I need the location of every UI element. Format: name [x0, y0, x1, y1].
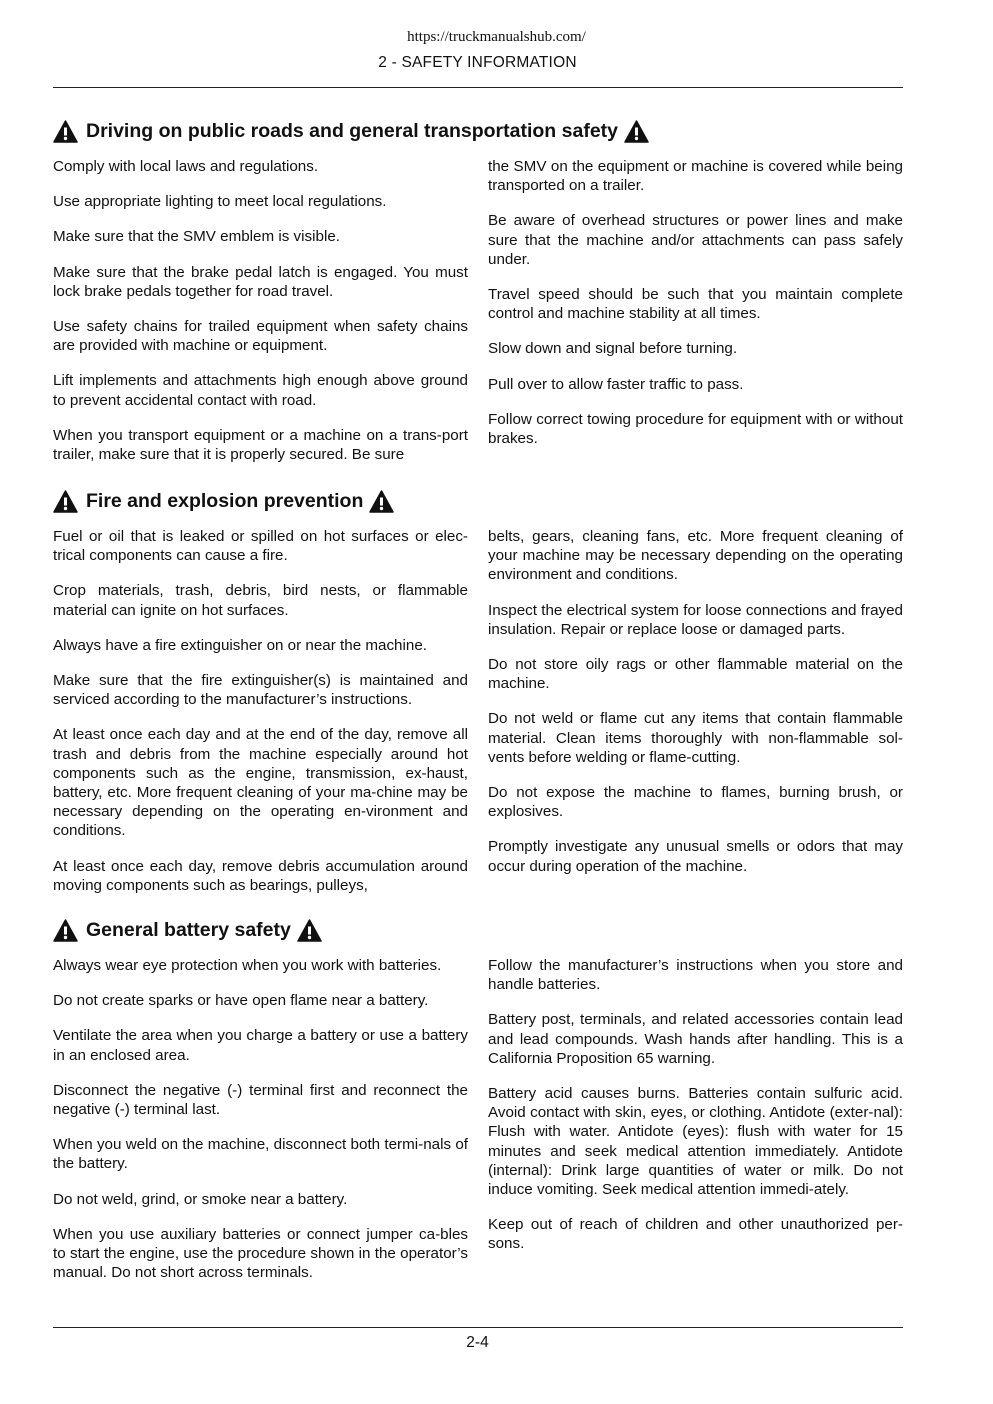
paragraph: When you weld on the machine, disconnect both termi-nals of the battery.	[53, 1136, 468, 1173]
header-rule	[53, 87, 903, 88]
paragraph: Do not weld or flame cut any items that contain flammable material. Clean items thoroughly with non-flammable sol-vents before welding or flame-cutting.	[488, 710, 903, 766]
warning-triangle-icon	[53, 120, 78, 143]
paragraph: Disconnect the negative (-) terminal first and reconnect the negative (-) terminal last.	[53, 1081, 468, 1119]
paragraph: Battery post, terminals, and related accessories contain lead and lead compounds. Wash hands after handling. This is a California Proposition 65 warning.	[488, 1011, 903, 1067]
paragraph: Make sure that the SMV emblem is visible.	[53, 228, 340, 246]
paragraph: Be aware of overhead structures or power lines and make sure that the machine and/or attachments can pass safely under.	[488, 212, 903, 268]
paragraph: Battery acid causes burns. Batteries contain sulfuric acid. Avoid contact with skin, eyes, or clothing. Antidote (exter-nal): Flush with water. Antidote (eyes): flush with water for 15 minutes and seek medical attention immediately. Antidote (internal): Drink large quantities of water or milk. Do not induce vomiting. Seek medical attention immedi-ately.	[488, 1085, 903, 1199]
paragraph: Promptly investigate any unusual smells or odors that may occur during operation of the machine.	[488, 838, 903, 875]
paragraph: Fuel or oil that is leaked or spilled on hot surfaces or elec-trical components can cause a fire.	[53, 528, 468, 565]
chapter-header: 2 - SAFETY INFORMATION	[378, 54, 577, 71]
paragraph: Lift implements and attachments high enough above ground to prevent accidental contact with road.	[53, 372, 468, 409]
left-column	[53, 527, 468, 911]
paragraph: When you transport equipment or a machine on a trans-port trailer, make sure that it is properly secured. Be sure	[53, 426, 468, 464]
paragraph: belts, gears, cleaning fans, etc. More frequent cleaning of your machine may be necessary depending on the operating environment and conditions.	[488, 528, 903, 584]
paragraph: At least once each day, remove debris accumulation around moving components such as bearings, pulleys,	[53, 857, 468, 894]
paragraph: Always wear eye protection when you work with batteries.	[53, 957, 442, 974]
paragraph: Ventilate the area when you charge a battery or use a battery in an enclosed area.	[53, 1027, 468, 1064]
section-fire-explosion-prevention	[53, 488, 903, 894]
section-heading	[53, 917, 903, 943]
source-url: https://truckmanualshub.com/	[407, 29, 586, 45]
paragraph: Always have a fire extinguisher on or near the machine.	[53, 636, 427, 654]
paragraph: Use appropriate lighting to meet local regulations.	[53, 193, 387, 211]
paragraph: Do not create sparks or have open flame near a battery.	[53, 992, 429, 1010]
warning-triangle-icon	[53, 490, 78, 513]
paragraph: Do not weld, grind, or smoke near a battery.	[53, 1190, 348, 1208]
right-column	[488, 157, 903, 464]
paragraph: Slow down and signal before turning.	[488, 340, 738, 358]
section-heading	[53, 488, 903, 514]
paragraph: Travel speed should be such that you maintain complete control and machine stability at all times.	[488, 286, 903, 323]
warning-triangle-icon	[53, 919, 78, 942]
footer-rule	[53, 1327, 903, 1328]
warning-triangle-icon	[369, 490, 394, 513]
left-column	[53, 956, 468, 1298]
section-battery-safety	[53, 917, 903, 1282]
left-column	[53, 157, 468, 480]
paragraph: Make sure that the fire extinguisher(s) is maintained and serviced according to the manufacturer’s instructions.	[53, 672, 468, 709]
paragraph: the SMV on the equipment or machine is covered while being transported on a trailer.	[488, 158, 903, 195]
paragraph: At least once each day and at the end of the day, remove all trash and debris from the machine especially around hot components such as the engine, transmission, ex-haust, battery, etc. More frequent cleaning of your ma-chine may be necessary depending on the operating en-vironment and conditions.	[53, 726, 468, 840]
section-title: Fire and explosion prevention	[86, 489, 364, 512]
warning-triangle-icon	[624, 120, 649, 143]
right-column	[488, 527, 903, 892]
paragraph: Make sure that the brake pedal latch is engaged. You must lock brake pedals together for road travel.	[53, 263, 468, 300]
paragraph: Follow correct towing procedure for equipment with or without brakes.	[488, 410, 903, 448]
section-road-transport-safety	[53, 118, 903, 464]
section-title: General battery safety	[86, 918, 291, 941]
paragraph: Do not store oily rags or other flammable material on the machine.	[488, 656, 903, 693]
paragraph: Crop materials, trash, debris, bird nests, or flammable material can ignite on hot surfaces.	[53, 582, 468, 619]
paragraph: Use safety chains for trailed equipment when safety chains are provided with machine or equipment.	[53, 318, 468, 355]
section-title: Driving on public roads and general transportation safety	[86, 119, 619, 142]
page-number: 2-4	[466, 1334, 489, 1351]
paragraph: Inspect the electrical system for loose connections and frayed insulation. Repair or replace loose or damaged parts.	[488, 601, 903, 638]
paragraph: Follow the manufacturer’s instructions when you store and handle batteries.	[488, 957, 903, 994]
paragraph: When you use auxiliary batteries or connect jumper ca-bles to start the engine, use the procedure shown in the operator’s manual. Do not short across terminals.	[53, 1225, 468, 1282]
warning-triangle-icon	[297, 919, 322, 942]
paragraph: Do not expose the machine to flames, burning brush, or explosives.	[488, 784, 903, 821]
section-heading	[53, 118, 903, 144]
right-column	[488, 956, 903, 1270]
paragraph: Comply with local laws and regulations.	[53, 158, 319, 175]
paragraph: Pull over to allow faster traffic to pass.	[488, 375, 744, 393]
paragraph: Keep out of reach of children and other unauthorized per-sons.	[488, 1216, 903, 1253]
